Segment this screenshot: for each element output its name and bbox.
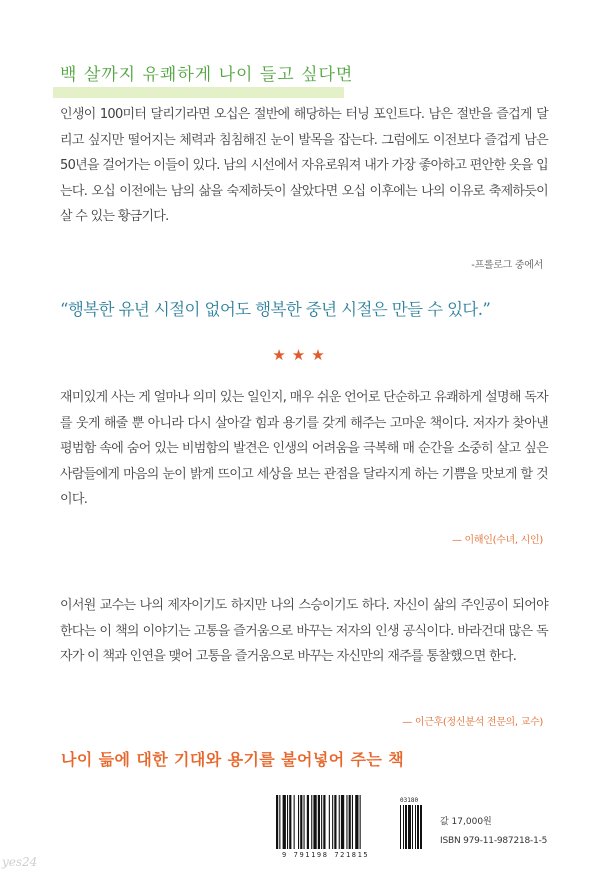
intro-paragraph: 인생이 100미터 달리기라면 오십은 절반에 해당하는 터닝 포인트다. 남은 절반을 즐겁게 달리고 싶지만 떨어지는 체력과 침침해진 눈이 발목을 잡는다. 그럼에도 이전보다 즐겁게 남은 50년을 걸어가는 이들이 있다. 남의 시선에서 자유로워져 내가 가장 좋아하고 편안한 옷을 입는다. 오십 이전에는 남의 삶을 숙제하듯이 살았다면 오십 이후에는 나의 이유로 축제하듯이 살 수 있는 황금기다. bbox=[60, 107, 548, 225]
review-1-author: — 이해인(수녀, 시인) bbox=[451, 535, 543, 546]
pull-quote: “행복한 유년 시절이 없어도 행복한 중년 시절은 만들 수 있다.” bbox=[60, 300, 491, 319]
price: 값 17,000원 bbox=[440, 817, 492, 827]
barcode-addon-code: 03180 bbox=[400, 797, 419, 804]
tagline: 나이 듦에 대한 기대와 용기를 불어넣어 주는 책 bbox=[61, 750, 405, 769]
review-2-paragraph: 이서원 교수는 나의 제자이기도 하지만 나의 스승이기도 하다. 자신이 삶의 주인공이 되어야 한다는 이 책의 이야기는 고통을 즐거움으로 바꾸는 저자의 인생 공식이다. 바라건대 많은 독자가 이 책과 인연을 맺어 고통을 즐거움으로 바꾸는 자신만의 재주를 통찰했으면 한다. bbox=[60, 598, 548, 665]
headline-highlight bbox=[53, 87, 344, 98]
headline: 백 살까지 유쾌하게 나이 들고 싶다면 bbox=[60, 65, 354, 85]
review-1-paragraph: 재미있게 사는 게 얼마나 의미 있는 일인지, 매우 쉬운 언어로 단순하고 유쾌하게 설명해 독자를 웃게 해줄 뿐 아니라 다시 살아갈 힘과 용기를 갖게 해주는 고마운 책이다. 저자가 찾아낸 평범함 속에 숨어 있는 비범함의 발견은 인생의 어려움을 극복해 매 순간을 소중히 살고 싶은 사람들에게 마음의 눈이 밝게 뜨이고 세상을 보는 관점을 달라지게 하는 기쁨을 맛보게 할 것이다. bbox=[60, 390, 548, 508]
isbn-barcode bbox=[272, 795, 432, 865]
review-2-author: — 이근후(정신분석 전문의, 교수) bbox=[402, 717, 543, 728]
barcode-digits: 9 791198 721815 bbox=[282, 851, 370, 859]
yes24-watermark: yes24 bbox=[2, 855, 38, 869]
intro-source: -프롤로그 중에서 bbox=[471, 260, 543, 271]
star-divider: ★★★ bbox=[272, 346, 331, 364]
isbn-number: ISBN 979-11-987218-1-5 bbox=[440, 836, 548, 846]
